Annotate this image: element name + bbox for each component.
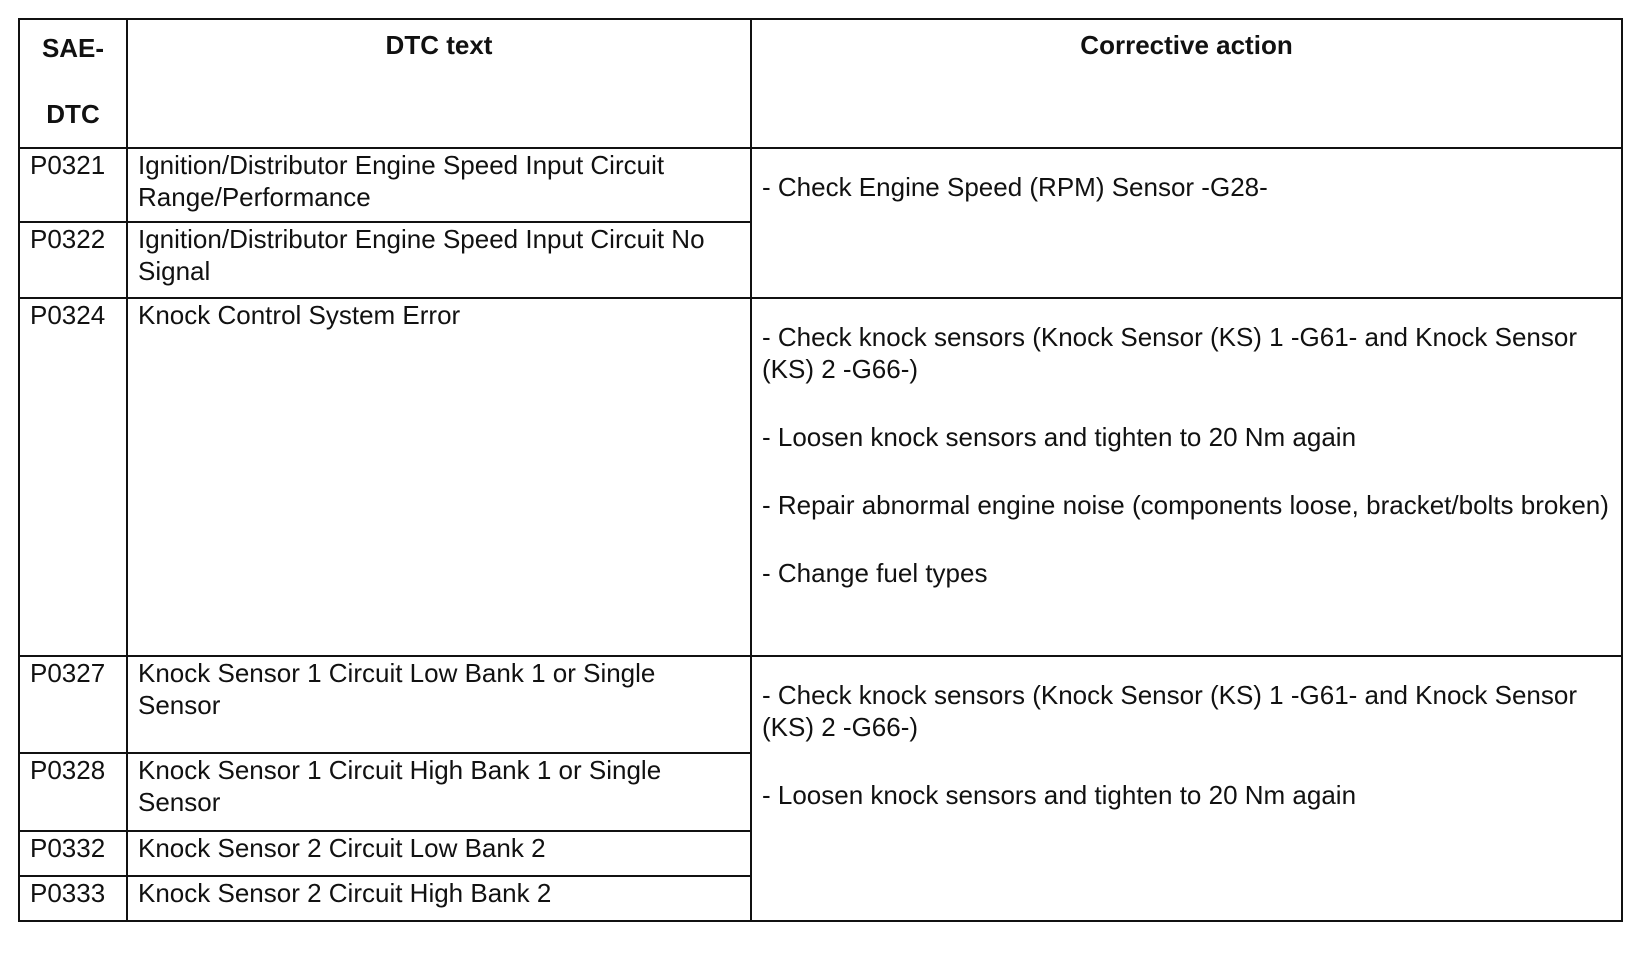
header-dtc-text: DTC text [127,19,751,148]
dtc-table [18,18,1623,922]
corrective-action-line: - Loosen knock sensors and tighten to 20 Nm again [762,780,1357,810]
dtc-code: P0321 [19,148,127,222]
dtc-text: Ignition/Distributor Engine Speed Input Circuit No Signal [127,222,751,298]
dtc-text: Ignition/Distributor Engine Speed Input Circuit Range/Performance [127,148,751,222]
dtc-text: Knock Sensor 1 Circuit High Bank 1 or Single Sensor [127,753,751,831]
table-row [19,298,1622,656]
corrective-action-cell [751,298,1622,656]
dtc-code: P0322 [19,222,127,298]
dtc-text: Knock Control System Error [127,298,751,656]
dtc-code: P0324 [19,298,127,656]
header-sae-dtc-line2: DTC [46,99,100,129]
header-sae-dtc [19,19,127,148]
dtc-text: Knock Sensor 2 Circuit High Bank 2 [127,876,751,921]
corrective-action-line: - Check knock sensors (Knock Sensor (KS) 1 -G61- and Knock Sensor (KS) 2 -G66-) [762,322,1578,384]
table-header [19,19,1622,148]
corrective-action-cell [751,656,1622,921]
table-row [19,148,1622,222]
dtc-code: P0333 [19,876,127,921]
header-sae-dtc-line1: SAE- [41,33,105,63]
header-corrective-action: Corrective action [751,19,1622,148]
corrective-action-line: - Check knock sensors (Knock Sensor (KS) 1 -G61- and Knock Sensor (KS) 2 -G66-) [762,680,1578,742]
corrective-action-line: - Change fuel types [762,558,988,588]
dtc-code: P0327 [19,656,127,753]
dtc-code: P0332 [19,831,127,876]
corrective-action-line: - Loosen knock sensors and tighten to 20 Nm again [762,422,1357,452]
dtc-code: P0328 [19,753,127,831]
corrective-action-cell [751,148,1622,298]
corrective-action-line: - Repair abnormal engine noise (components loose, bracket/bolts broken) [762,490,1609,520]
dtc-text: Knock Sensor 1 Circuit Low Bank 1 or Single Sensor [127,656,751,753]
corrective-action-line: - Check Engine Speed (RPM) Sensor -G28- [762,172,1268,202]
table-row [19,656,1622,753]
dtc-text: Knock Sensor 2 Circuit Low Bank 2 [127,831,751,876]
